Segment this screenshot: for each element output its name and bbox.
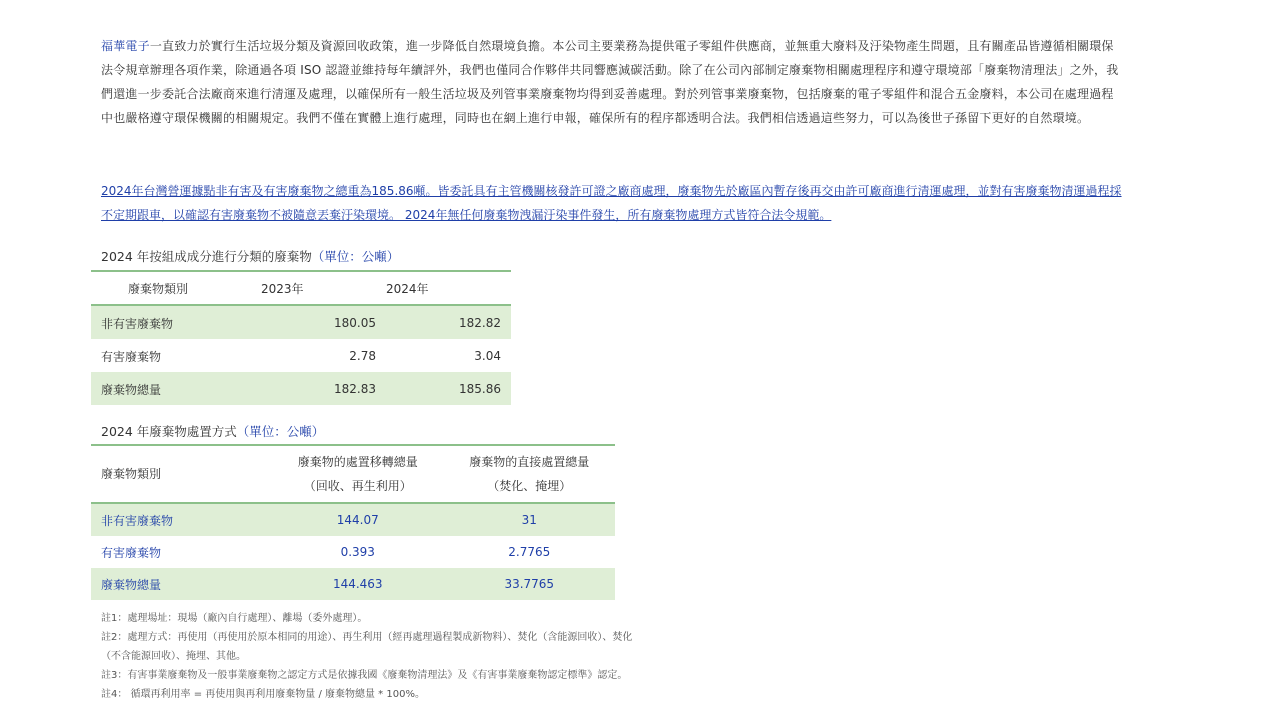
value-cell: 33.7765: [444, 568, 616, 600]
footnote: （不含能源回收）、掩埋、其他。: [101, 651, 246, 662]
column-header-direct-disposal: [444, 445, 616, 503]
value-cell: 185.86: [386, 372, 511, 405]
column-header-2024: 2024年: [386, 271, 511, 305]
value-cell: 182.83: [261, 372, 386, 405]
table-row: [91, 339, 511, 372]
table2-title-text: 2024 年廢棄物處置方式: [101, 424, 237, 439]
header-line: 廢棄物的處置移轉總量: [297, 455, 418, 469]
footnote: 註1：處理場址：現場（廠內自行處理）、離場（委外處理）。: [101, 613, 368, 624]
row-label: 廢棄物總量: [91, 372, 261, 405]
table1-title: [101, 247, 399, 265]
column-header-category: 廢棄物類別: [91, 271, 261, 305]
table1-unit: （單位：公噸）: [311, 249, 400, 264]
row-label: 非有害廢棄物: [91, 503, 272, 536]
table-header-row: [91, 271, 511, 305]
footnote: 註2：處理方式：再使用（再使用於原本相同的用途）、再生利用（經再處理過程製成新物料）、焚化（含能源回收）、焚化: [101, 632, 633, 643]
row-label: 非有害廢棄物: [91, 305, 261, 339]
table1-title-text: 2024 年按組成成分進行分類的廢棄物: [101, 249, 312, 264]
footnote: 註4： 循環再利用率 = 再使用與再利用廢棄物量 / 廢棄物總量 * 100%。: [101, 689, 425, 700]
footnotes: [101, 609, 741, 704]
value-cell: 180.05: [261, 305, 386, 339]
table-row: [91, 305, 511, 339]
row-label: 廢棄物總量: [91, 568, 272, 600]
table2-unit: （單位：公噸）: [236, 424, 325, 439]
table2-title: [101, 422, 324, 440]
column-header-diverted: [272, 445, 444, 503]
table-row: [91, 568, 615, 600]
waste-disposal-table: [91, 444, 615, 600]
row-label: 有害廢棄物: [101, 349, 162, 364]
table-header-row: [91, 445, 615, 503]
waste-by-composition-table: [91, 270, 511, 405]
table-row: [91, 372, 511, 405]
value-cell: 144.463: [272, 568, 444, 600]
intro-paragraph: [101, 34, 1123, 130]
value-cell: 2.7765: [508, 545, 551, 559]
footnote: 註3：有害事業廢棄物及一般事業廢棄物之認定方式是依據我國《廢棄物清理法》及《有害事業廢棄物認定標準》認定。: [101, 670, 628, 681]
intro-text: 一直致力於實行生活垃圾分類及資源回收政策，進一步降低自然環境負擔。本公司主要業務為提供電子零組件供應商，並無重大廢料及汙染物產生問題，且有關產品皆遵循相關環保法令規章辦理各項作業，除通過各項 ISO 認證並維持每年續評外，我們也僅同合作夥伴共同響應減碳活動。除了在公司內部制定廢棄物相關處理程序和遵守環境部「廢棄物清理法」之外，我們還進一步委託合法廠商來進行清運及處理，以確保所有一般生活垃圾及列管事業廢棄物均得到妥善處理。對於列管事業廢棄物，包括廢棄的電子零組件和混合五金廢料，本公司在處理過程中也嚴格遵守環保機關的相關規定。我們不僅在實體上進行處理，同時也在網上進行申報，確保所有的程序都透明合法。我們相信透過這些努力，可以為後世子孫留下更好的自然環境。: [101, 39, 1119, 125]
value-cell: 31: [444, 503, 616, 536]
column-header-category: 廢棄物類別: [91, 445, 272, 503]
value-cell: 182.82: [386, 305, 511, 339]
waste-summary-link[interactable]: 2024年台灣營運據點非有害及有害廢棄物之總重為185.86噸。皆委託具有主管機關核發許可證之廠商處理，廢棄物先於廠區內暫存後再交由許可廠商進行清運處理，並對有害廢棄物清運過程採不定期跟車，以確認有害廢棄物不被隨意丟棄汙染環境。 2024年無任何廢棄物洩漏汙染事件發生，所有廢棄物處理方式皆符合法令規範。: [101, 184, 1122, 222]
value-cell: 3.04: [474, 349, 501, 363]
value-cell: 0.393: [340, 545, 375, 559]
value-cell: 2.78: [349, 349, 376, 363]
brand-name: 福華電子: [101, 39, 150, 53]
header-line: 廢棄物的直接處置總量: [469, 455, 590, 469]
row-label: 有害廢棄物: [101, 545, 162, 560]
column-header-2023: 2023年: [261, 271, 386, 305]
header-line: （回收、再生利用）: [303, 479, 412, 493]
table-row: [91, 536, 615, 568]
value-cell: 144.07: [272, 503, 444, 536]
table-row: [91, 503, 615, 536]
header-line: （焚化、掩埋）: [487, 479, 572, 493]
